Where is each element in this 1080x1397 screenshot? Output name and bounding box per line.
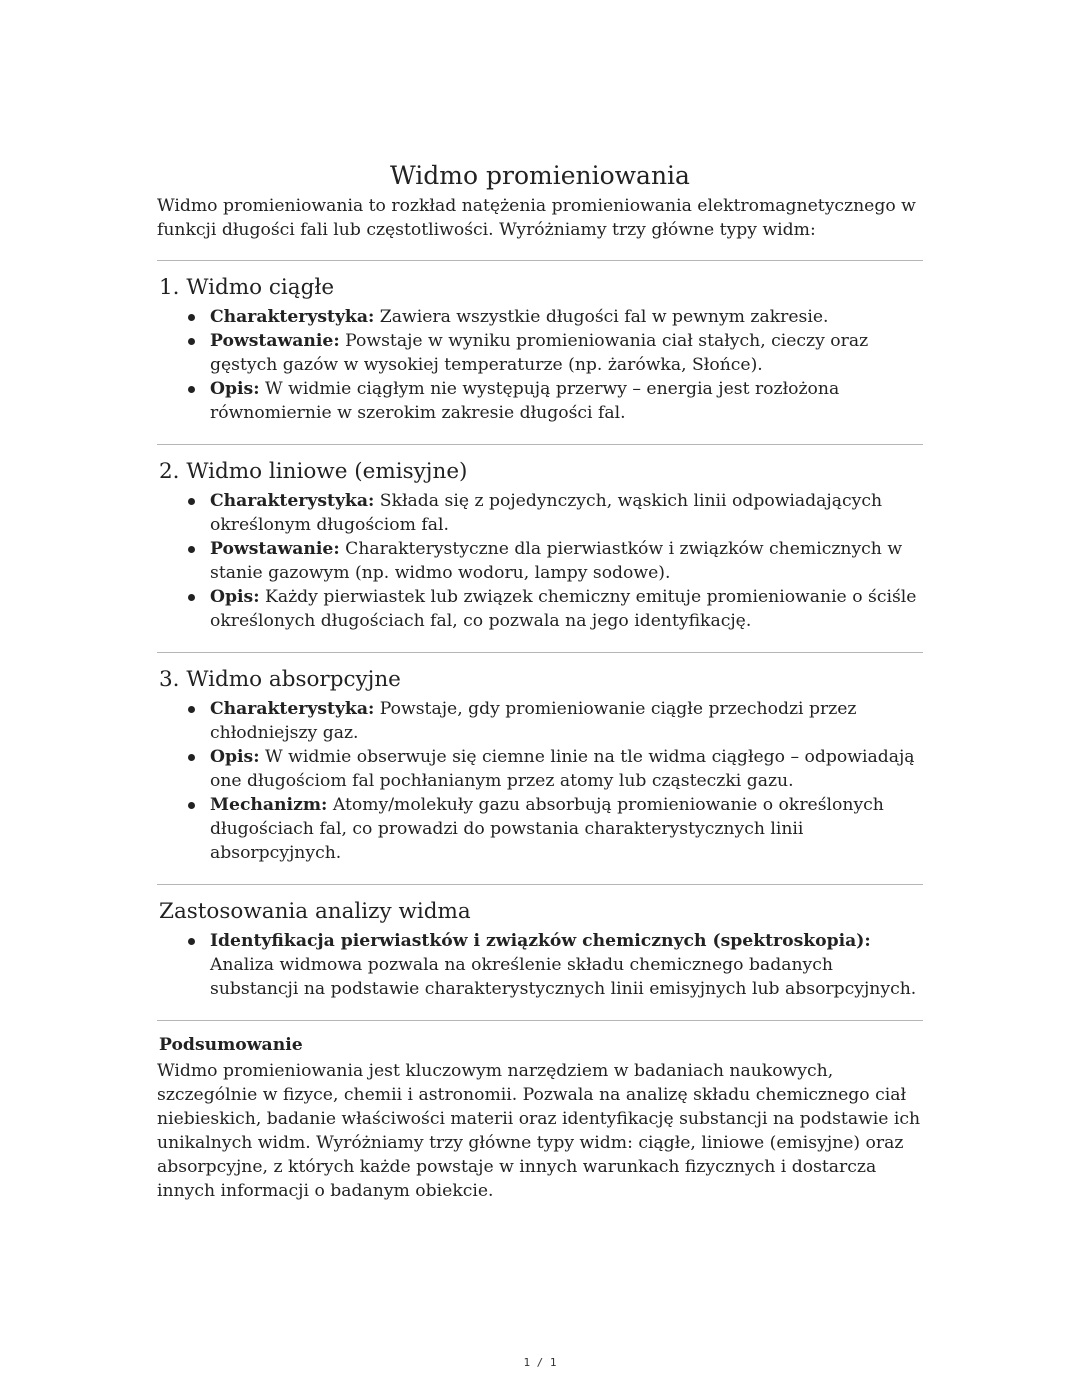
item-label: Charakterystyka: (210, 307, 375, 327)
item-text: Składa się z pojedynczych, wąskich linii odpowiadających określonym długościom fal. (210, 491, 883, 535)
item-label: Opis: (210, 379, 260, 399)
divider (157, 260, 923, 261)
item-label: Opis: (210, 747, 260, 767)
item-text: Powstaje, gdy promieniowanie ciągłe przechodzi przez chłodniejszy gaz. (210, 699, 857, 743)
item-label: Charakterystyka: (210, 491, 375, 511)
item-text: W widmie obserwuje się ciemne linie na tle widma ciągłego – odpowiadają one długościom fal pochłanianym przez atomy lub cząsteczki gazu. (210, 747, 915, 791)
list-item (210, 929, 923, 1001)
item-text: Analiza widmowa pozwala na określenie składu chemicznego badanych substancji na podstawie charakterystycznych linii emisyjnych lub absorpcyjnych. (210, 955, 917, 999)
divider (157, 1020, 923, 1021)
section-heading: 3. Widmo absorpcyjne (159, 667, 401, 692)
list-item (210, 585, 923, 633)
item-label: Powstawanie: (210, 331, 340, 351)
section-list (157, 929, 923, 1001)
item-text: Powstaje w wyniku promieniowania ciał stałych, cieczy oraz gęstych gazów w wysokiej temperaturze (np. żarówka, Słońce). (210, 331, 869, 375)
page-number: 1 / 1 (523, 1356, 557, 1369)
section-list (157, 697, 923, 865)
list-item (210, 745, 923, 793)
list-item (210, 329, 923, 377)
section-line-spectrum (157, 457, 923, 633)
divider (157, 652, 923, 653)
list-item (210, 537, 923, 585)
item-text: Charakterystyczne dla pierwiastków i związków chemicznych w stanie gazowym (np. widmo wodoru, lampy sodowe). (210, 539, 903, 583)
divider (157, 444, 923, 445)
item-text: Każdy pierwiastek lub związek chemiczny emituje promieniowanie o ściśle określonych długościach fal, co pozwala na jego identyfikację. (210, 587, 917, 631)
section-heading: 2. Widmo liniowe (emisyjne) (159, 459, 468, 484)
item-label: Charakterystyka: (210, 699, 375, 719)
item-text: Zawiera wszystkie długości fal w pewnym zakresie. (374, 307, 829, 327)
item-label: Mechanizm: (210, 795, 328, 815)
list-item (210, 793, 923, 865)
intro-paragraph: Widmo promieniowania to rozkład natężenia promieniowania elektromagnetycznego w funkcji długości fali lub częstotliwości. Wyróżniamy trzy główne typy widm: (157, 196, 916, 240)
section-list (157, 489, 923, 633)
divider (157, 884, 923, 885)
section-absorption-spectrum (157, 665, 923, 865)
item-label: Opis: (210, 587, 260, 607)
item-label: Identyfikacja pierwiastków i związków chemicznych (spektroskopia): (210, 931, 871, 951)
item-text: W widmie ciągłym nie występują przerwy – energia jest rozłożona równomiernie w szerokim zakresie długości fal. (210, 379, 840, 423)
list-item (210, 377, 923, 425)
section-list (157, 305, 923, 425)
section-continuous-spectrum (157, 273, 923, 425)
item-text: Atomy/molekuły gazu absorbują promieniowanie o określonych długościach fal, co prowadzi do powstania charakterystycznych linii absorpcyjnych. (210, 795, 884, 863)
summary-paragraph: Widmo promieniowania jest kluczowym narzędziem w badaniach naukowych, szczególnie w fizyce, chemii i astronomii. Pozwala na analizę składu chemicznego ciał niebieskich, badanie właściwości materii oraz identyfikację substancji na podstawie ich unikalnych widm. Wyróżniamy trzy główne typy widm: ciągłe, liniowe (emisyjne) oraz absorpcyjne, z których każde powstaje w innych warunkach fizycznych i dostarcza innych informacji o badanym obiekcie. (157, 1061, 921, 1201)
document-page (157, 158, 923, 1203)
section-summary (157, 1033, 923, 1203)
item-label: Powstawanie: (210, 539, 340, 559)
list-item (210, 305, 923, 329)
list-item (210, 489, 923, 537)
summary-heading: Podsumowanie (159, 1035, 303, 1055)
section-heading: Zastosowania analizy widma (159, 899, 471, 924)
section-applications (157, 897, 923, 1001)
list-item (210, 697, 923, 745)
section-heading: 1. Widmo ciągłe (159, 275, 335, 300)
page-title: Widmo promieniowania (390, 161, 690, 190)
